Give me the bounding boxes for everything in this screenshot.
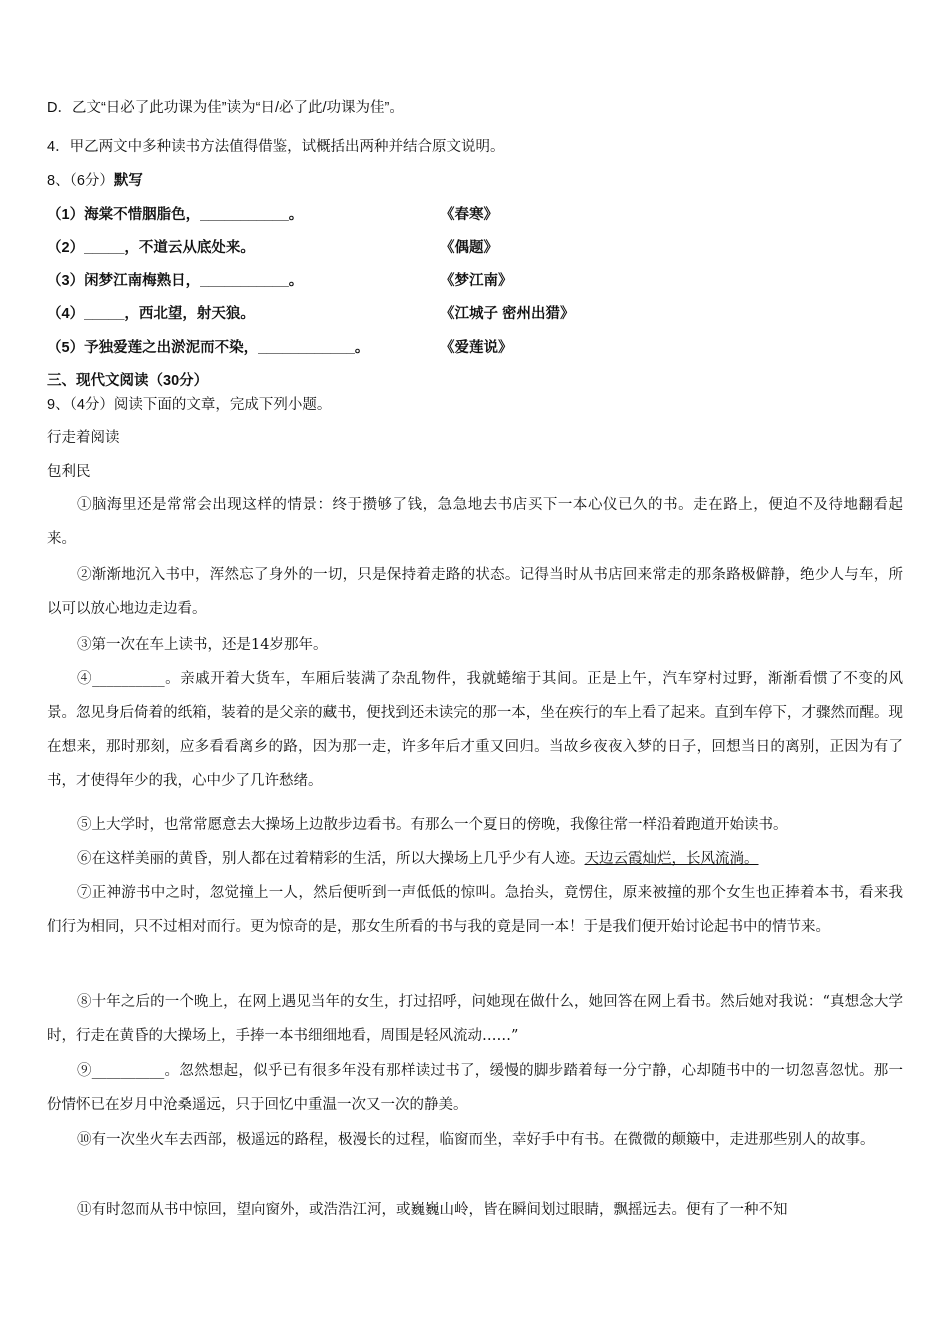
article-title: 行走着阅读	[47, 430, 120, 446]
paragraph-4: ④__________。亲戚开着大货车，车厢后装满了杂乱物件，我就蜷缩于其间。正是上午，汽车穿村过野，渐渐看惯了不变的风景。忽见身后倚着的纸箱，装着的是父亲的藏书，便找到还未读完的那一本，坐在疾行的车上看了起来。直到车停下，才骤然而醒。现在想来，那时那刻，应多看看离乡的路，因为那一走，许多年后才重又回归。当故乡夜夜入梦的日子，回想当日的离别，正因为有了书，才使得年少的我，心中少了几许愁绪。	[47, 671, 903, 789]
paragraph-1: ①脑海里还是常常会出现这样的情景：终于攒够了钱，急急地去书店买下一本心仪已久的书。走在路上，便迫不及待地翻看起来。	[47, 497, 903, 547]
article-author: 包利民	[47, 464, 91, 480]
paragraph-6-underlined: 天边云霞灿烂，长风流淌。	[584, 851, 759, 867]
option-d: D．乙文“日必了此功课为佳”读为“日/必了此/功课为佳”。	[47, 100, 404, 116]
paragraph-3: ③第一次在车上读书，还是14岁那年。	[77, 637, 328, 653]
recitation-source-2: 《偶题》	[440, 240, 498, 256]
question-4: 4．甲乙两文中多种读书方法值得借鉴，试概括出两种并结合原文说明。	[47, 139, 505, 155]
paragraph-2: ②渐渐地沉入书中，浑然忘了身外的一切，只是保持着走路的状态。记得当时从书店回来常走的那条路极僻静，绝少人与车，所以可以放心地边走边看。	[47, 567, 903, 617]
paragraph-8: ⑧十年之后的一个晚上，在网上遇见当年的女生，打过招呼，问她现在做什么，她回答在网上看书。然后她对我说：“真想念大学时，行走在黄昏的大操场上，手捧一本书细细地看，周围是轻风流动……”	[47, 994, 903, 1044]
question-9-intro: 9、（4分）阅读下面的文章，完成下列小题。	[47, 397, 332, 413]
recitation-item-4: （4）_____，西北望，射天狼。	[47, 306, 255, 322]
recitation-item-2: （2）_____，不道云从底处来。	[47, 240, 255, 256]
paragraph-10: ⑩有一次坐火车去西部，极遥远的路程，极漫长的过程，临窗而坐，幸好手中有书。在微微的颠簸中，走进那些别人的故事。	[77, 1132, 875, 1148]
question-8-number: 8、（6分）	[47, 173, 114, 189]
paragraph-6-text: ⑥在这样美丽的黄昏，别人都在过着精彩的生活，所以大操场上几乎少有人迹。	[77, 851, 585, 867]
question-8-heading	[47, 171, 143, 191]
recitation-item-1: （1）海棠不惜胭脂色，___________。	[47, 207, 304, 223]
recitation-source-3: 《梦江南》	[440, 273, 513, 289]
question-8-label: 默写	[113, 173, 143, 189]
paragraph-5: ⑤上大学时，也常常愿意去大操场上边散步边看书。有那么一个夏日的傍晚，我像往常一样沿着跑道开始读书。	[77, 817, 788, 833]
recitation-source-4: 《江城子 密州出猎》	[440, 306, 575, 322]
paragraph-11: ⑪有时忽而从书中惊回，望向窗外，或浩浩江河，或巍巍山岭，皆在瞬间划过眼睛，飘摇远去。便有了一种不知	[77, 1202, 788, 1218]
recitation-source-5: 《爱莲说》	[440, 340, 513, 356]
recitation-item-5: （5）予独爱莲之出淤泥而不染，____________。	[47, 340, 370, 356]
paragraph-7: ⑦正神游书中之时，忽觉撞上一人，然后便听到一声低低的惊叫。急抬头，竟愣住，原来被撞的那个女生也正捧着本书，看来我们行为相同，只不过相对而行。更为惊奇的是，那女生所看的书与我的竟是同一本！于是我们便开始讨论起书中的情节来。	[47, 885, 903, 935]
paragraph-6	[47, 842, 903, 876]
recitation-source-1: 《春寒》	[440, 207, 498, 223]
section-3-title: 三、现代文阅读（30分）	[47, 373, 209, 389]
paragraph-9: ⑨__________。忽然想起，似乎已有很多年没有那样读过书了，缓慢的脚步踏着每一分宁静，心却随书中的一切忽喜忽忧。那一份情怀已在岁月中沧桑遥远，只于回忆中重温一次又一次的静美。	[47, 1063, 903, 1113]
recitation-item-3: （3）闲梦江南梅熟日，___________。	[47, 273, 304, 289]
